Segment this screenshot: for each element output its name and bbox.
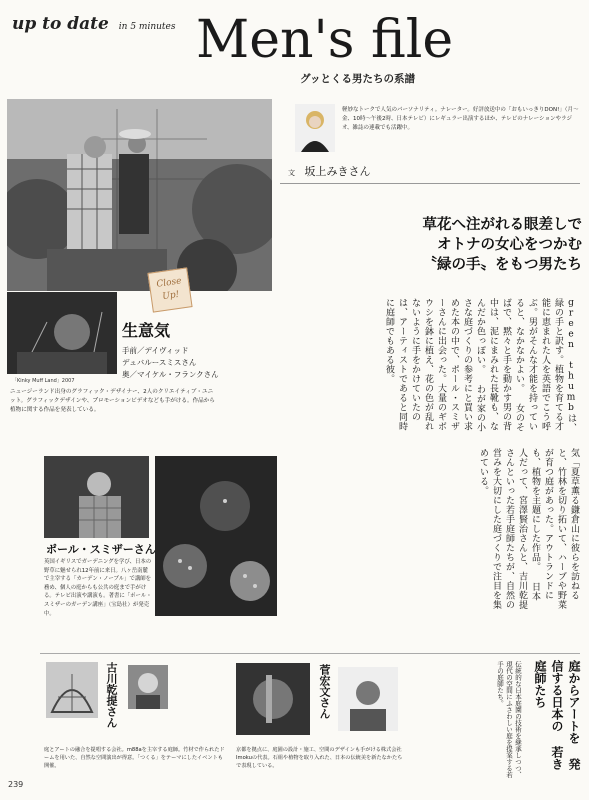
author-bio: 軽妙なトークで人気のパーソナリティ。ナレーター。好評放送中の「おもいっきりDON!」（月〜金、10時〜午後2時、日本テレビ）にレギュラー出演するほか、テレビのナレーションやラジオ、雑誌の連載でも活躍中。 <box>342 107 579 131</box>
body-column-block-2 <box>282 448 580 610</box>
person4-name: 菅宏文さん <box>318 664 331 719</box>
close-up-text-1: Close <box>155 276 183 290</box>
author-portrait <box>295 104 335 152</box>
kinky-muff-land-photo <box>7 292 117 374</box>
garden-men-illustration <box>7 99 272 291</box>
author-label: 文 <box>288 169 295 177</box>
bamboo-dome-illustration <box>46 662 98 718</box>
body-text-e: 日本人だって、宮澤賢治さんと、吉川乾提さんといった若手庭師たちが、自然の営みを大切にした庭づくりで注目を集めている。 <box>478 448 540 610</box>
kicker-text: up to date <box>12 14 109 34</box>
body-text-d: 気「夏草薫る鎌倉山に彼らを訪ねると、竹林を切り拓いて、ハーブや野菜が育つ庭があった。アウトランドにも、植物を主題にした作品。 <box>530 448 579 610</box>
garden-flowers-illustration <box>155 456 277 616</box>
author-divider <box>280 183 580 184</box>
page-title: Men's file <box>196 10 454 70</box>
kicker-sub: in 5 minutes <box>118 22 176 32</box>
headline-line-3: 〝緑の手〟をもつ男たち <box>422 256 582 273</box>
author-name: 坂上みきさん <box>304 165 371 178</box>
close-up-text-2: Up! <box>161 289 180 303</box>
page-number: 239 <box>8 780 24 789</box>
body-text-a: green thumbは、緑の手と訳す。植物を育てる才能に恵まれた人を英語でこう呼ぶ。男がそんな才能を持っていると、なかなかよい。 <box>514 298 576 433</box>
suga-portrait <box>338 667 398 731</box>
bottom-divider <box>40 653 580 654</box>
credit-line-2: デュバルースミスさん <box>122 358 197 367</box>
credit-line-3: 奥／マイケル・フランクさん <box>122 370 219 379</box>
top-photo-garden-men <box>7 99 272 291</box>
furukawa-face <box>128 665 168 709</box>
photo-caption-1: 「Kinky Muff Land」2007 <box>12 378 75 384</box>
author-byline <box>288 163 371 179</box>
person1-description: ニュージーランド出身のグラフィック・デザイナー、2人のクリエイティブ・ユニット。グラフィックデザインや、プロモーションビデオなども手がける。作品から植物に関する作品を発表している。 <box>10 389 215 413</box>
headline-line-2: オトナの女心をつかむ <box>437 236 582 253</box>
bottom-headline <box>526 660 582 780</box>
bottom-headline-2: 発信する日本の <box>550 660 581 770</box>
body-text-b: 女のそばで、黙々と手を動かす男の背中は、泥にまみれた長靴も、なんだか色っぽい。 <box>475 298 524 432</box>
bottom-headline-1: 庭からアートを <box>567 660 581 744</box>
body-text-c: わが家の小さな庭づくりの参考にと買い求めた本の中で、ポール・スミザーさんに出会った。大量のギボウシを鉢に植え、花の色が乱れないように手をかけていたのは、アーティストであると同時に庭師でもある彼。 <box>384 298 485 432</box>
suga-face <box>338 667 398 731</box>
person1-name: 生意気 <box>122 321 171 340</box>
dome-photo <box>46 662 98 718</box>
stone-garden-illustration <box>236 663 310 735</box>
body-column-block-1 <box>222 298 577 433</box>
close-up-badge <box>147 267 192 312</box>
person3-description: 庭とアートの融合を提唱する会社。m88aを主宰する庭師。竹材で作られたドームを用いた、自然な空間演出が得意。「つくる」をテーマにしたイベントも開催。 <box>44 747 225 769</box>
paul-smither-photo <box>44 456 149 538</box>
main-headline <box>322 215 582 275</box>
bottom-sidebar-text: 伝統的な日本庭園の技術を継承しつつ、現代の空間にふさわしい庭を提案する若手の庭師たち。 <box>496 661 522 778</box>
bottom-headline-3: 若き庭師たち <box>533 660 564 770</box>
person1-credits <box>122 345 219 381</box>
page-subtitle: グッとくる男たちの系譜 <box>300 73 415 85</box>
stone-garden-photo <box>236 663 310 735</box>
garden-flowers-photo <box>155 456 277 616</box>
person3-name: 古川乾提さん <box>105 662 118 728</box>
paul-smither-portrait <box>44 456 149 538</box>
person2-description: 英国イギリスでガーデニングを学び、日本の野草に魅せられ12年前に来日。八ヶ岳南麓で主宰する「カーデン・ノーブル」で講師を務め、個人の庭からも公共の庭まで手がける。テレビ出演や講演も。著書に「ポール・スミザーのガーデン講座」（宝島社）が発売中。 <box>44 559 152 617</box>
person2-name: ポール・スミザーさん <box>46 543 156 556</box>
headline-line-1: 草花へ注がれる眼差しで <box>422 216 582 233</box>
credit-line-1: 手前／デイヴィッド <box>122 346 189 355</box>
author-photo <box>295 104 335 152</box>
artwork-illustration <box>7 292 117 374</box>
person4-description: 京都を拠点に、庭園の設計・施工、空間のデザインも手がける株式会社Imokuの代表。石組や植物を取り入れた、日本の伝統美を新たなかたちで表現している。 <box>236 747 403 769</box>
furukawa-portrait <box>128 665 168 709</box>
header-kicker <box>12 14 175 34</box>
